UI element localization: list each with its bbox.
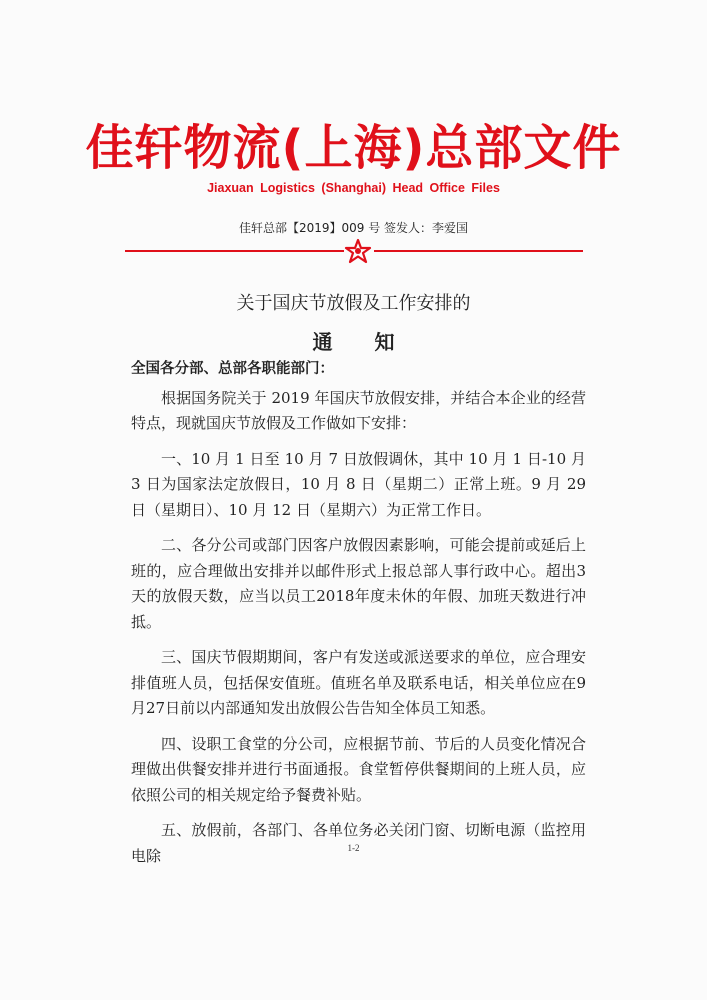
item-paragraph-4: 四、设职工食堂的分公司，应根据节前、节后的人员变化情况合理做出供餐安排并进行书面通报。食堂暂停供餐期间的上班人员，应依照公司的相关规定给予餐费补贴。	[131, 734, 586, 804]
star-emblem-icon	[344, 238, 372, 264]
notice-heading	[0, 326, 707, 355]
intro-paragraph: 根据国务院关于 2019 年国庆节放假安排，并结合本企业的经营特点，现就国庆节放假及工作做如下安排：	[131, 388, 586, 432]
notice-body	[131, 357, 586, 869]
header-rule-left	[125, 250, 344, 252]
item-paragraph-1: 一、10 月 1 日至 10 月 7 日放假调休，其中 10 月 1 日-10 月 3 日为国家法定放假日，10 月 8 日（星期二）正常上班。9 月 29 日（星期日）、10 月 12 日（星期六）为正常工作日。	[131, 449, 586, 519]
document-number: 佳轩总部【2019】009 号 签发人：李爱国	[238, 221, 469, 235]
item-paragraph-2: 二、各分公司或部门因客户放假因素影响，可能会提前或延后上班的，应合理做出安排并以邮件形式上报总部人事行政中心。超出3天的放假天数，应当以员工2018年度未休的年假、加班天数进行冲抵。	[131, 536, 586, 631]
org-title: 佳轩物流(上海)总部文件	[85, 120, 622, 176]
header-rule-right	[374, 250, 583, 252]
notice-char-2: 知	[374, 330, 395, 354]
notice-char-1: 通	[312, 330, 333, 354]
salutation: 全国各分部、总部各职能部门：	[131, 361, 334, 377]
org-subtitle: Jiaxuan Logistics (Shanghai) Head Office Files	[207, 181, 500, 195]
item-paragraph-3: 三、国庆节假期期间，客户有发送或派送要求的单位，应合理安排值班人员，包括保安值班。值班名单及联系电话，相关单位应在9月27日前以内部通知发出放假公告告知全体员工知悉。	[131, 648, 586, 717]
item-paragraph-5: 五、放假前，各部门、各单位务必关闭门窗、切断电源（监控用电除	[131, 821, 586, 865]
notice-title: 关于国庆节放假及工作安排的	[236, 293, 471, 314]
page-number: 1-2	[347, 843, 360, 853]
